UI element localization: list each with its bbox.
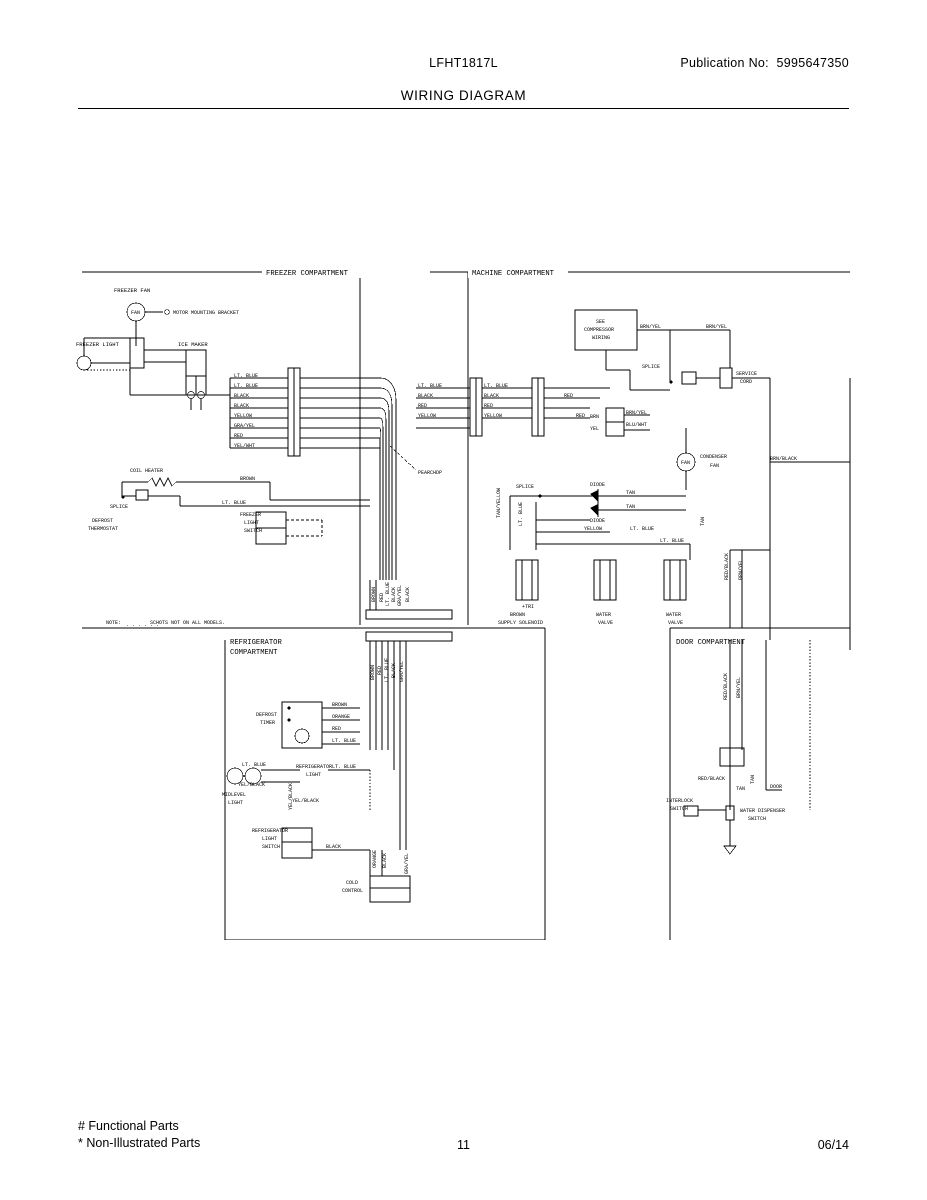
condenser-fan — [677, 428, 727, 490]
svg-text:DOOR COMPARTMENT: DOOR COMPARTMENT — [676, 639, 746, 647]
svg-text:TAN/YELLOW: TAN/YELLOW — [496, 487, 502, 518]
cold-control — [342, 850, 410, 902]
svg-text:WATER: WATER — [596, 612, 612, 618]
svg-text:GRA/YEL: GRA/YEL — [397, 584, 403, 606]
center-junction-bars — [366, 580, 452, 850]
section-label-freezer — [262, 265, 362, 278]
svg-text:DEFROST: DEFROST — [256, 712, 278, 718]
svg-text:DIODE: DIODE — [590, 518, 606, 524]
svg-text:TAN: TAN — [626, 490, 636, 496]
freezer-fan — [114, 287, 239, 346]
svg-text:BLACK: BLACK — [326, 844, 342, 850]
svg-text:RED: RED — [377, 665, 383, 675]
svg-text:BLACK: BLACK — [391, 662, 397, 678]
svg-text:INTERLOCK: INTERLOCK — [666, 798, 694, 804]
svg-text:RED: RED — [576, 413, 586, 419]
svg-text:YEL/BLACK: YEL/BLACK — [292, 798, 320, 804]
svg-text:WATER DISPENSER: WATER DISPENSER — [740, 808, 786, 814]
footer-functional-parts: # Functional Parts — [78, 1119, 179, 1133]
svg-text:COIL HEATER: COIL HEATER — [130, 468, 164, 474]
svg-text:SPLICE: SPLICE — [110, 504, 129, 510]
svg-text:COLD: COLD — [346, 880, 359, 886]
svg-text:CONDENSER: CONDENSER — [700, 454, 728, 460]
svg-text:LT. BLUE: LT. BLUE — [660, 538, 685, 544]
svg-text:LT. BLUE: LT. BLUE — [332, 764, 357, 770]
svg-text:LT. BLUE: LT. BLUE — [234, 373, 259, 379]
solenoid-and-valves — [498, 560, 686, 626]
svg-text:LIGHT: LIGHT — [306, 772, 322, 778]
svg-text:GRA/YEL: GRA/YEL — [234, 423, 256, 429]
svg-text:BLACK: BLACK — [382, 852, 388, 868]
svg-text:BLACK: BLACK — [484, 393, 500, 399]
svg-text:MACHINE COMPARTMENT: MACHINE COMPARTMENT — [472, 270, 554, 278]
svg-text:SWITCH: SWITCH — [748, 816, 767, 822]
svg-text:THERMOSTAT: THERMOSTAT — [88, 526, 119, 532]
footer-non-illustrated-parts: * Non-Illustrated Parts — [78, 1136, 201, 1150]
svg-text:FREEZER LIGHT: FREEZER LIGHT — [76, 341, 119, 348]
svg-text:TAN: TAN — [750, 774, 756, 784]
svg-text:TAN: TAN — [626, 504, 636, 510]
svg-text:LIGHT: LIGHT — [228, 800, 244, 806]
svg-text:FREEZER COMPARTMENT: FREEZER COMPARTMENT — [266, 270, 348, 278]
page-header-publication: Publication No: 5995647350 — [680, 56, 849, 70]
svg-text:SPLICE: SPLICE — [516, 484, 535, 490]
svg-text:BRN/YEL: BRN/YEL — [706, 324, 728, 330]
service-cord — [630, 324, 770, 640]
wire-labels-center — [418, 383, 442, 419]
svg-text:LT. BLUE: LT. BLUE — [484, 383, 509, 389]
refrigerator-light — [288, 764, 370, 810]
svg-text:REFRIGERATOR: REFRIGERATOR — [296, 764, 333, 770]
door-compartment-wiring — [666, 640, 785, 854]
wire-labels-left — [234, 373, 258, 449]
refrigerator-light-switch — [252, 828, 370, 858]
freezer-light — [76, 338, 130, 370]
svg-text:GRA/YEL: GRA/YEL — [404, 852, 410, 874]
svg-text:FAN: FAN — [131, 310, 141, 316]
svg-text:LT. BLUE: LT. BLUE — [518, 501, 524, 526]
svg-text:YEL/BLACK: YEL/BLACK — [238, 782, 266, 788]
svg-text:LT. BLUE: LT. BLUE — [242, 762, 267, 768]
svg-text:BLACK: BLACK — [234, 403, 250, 409]
svg-text:BROWN: BROWN — [332, 702, 348, 708]
svg-text:. . . . . .: . . . . . . — [126, 622, 160, 628]
svg-text:ICE MAKER: ICE MAKER — [178, 341, 208, 348]
svg-text:SEE: SEE — [596, 319, 606, 325]
svg-text:LT. BLUE: LT. BLUE — [234, 383, 259, 389]
svg-text:RED: RED — [234, 433, 244, 439]
svg-text:FAN: FAN — [710, 463, 720, 469]
machine-to-door-wiring — [724, 378, 850, 650]
svg-text:BRN/YEL: BRN/YEL — [640, 324, 662, 330]
svg-text:SCHOTS NOT ON ALL MODELS.: SCHOTS NOT ON ALL MODELS. — [150, 620, 226, 626]
coil-heater-circuit — [88, 468, 370, 532]
svg-text:YELLOW: YELLOW — [584, 526, 603, 532]
page-header-model: LFHT1817L — [429, 56, 498, 70]
svg-text:FREEZER FAN: FREEZER FAN — [114, 287, 151, 294]
section-label-refrigerator — [228, 635, 294, 659]
svg-text:DEFROST: DEFROST — [92, 518, 114, 524]
svg-text:LIGHT: LIGHT — [244, 520, 260, 526]
svg-text:BROWN: BROWN — [370, 664, 376, 680]
svg-text:BLACK: BLACK — [234, 393, 250, 399]
defrost-timer — [256, 702, 360, 748]
svg-text:DOOR: DOOR — [770, 784, 783, 790]
ice-maker — [130, 338, 208, 410]
svg-text:WIRING: WIRING — [592, 335, 611, 341]
svg-text:COMPRESSOR: COMPRESSOR — [584, 327, 615, 333]
svg-text:ORANGE: ORANGE — [372, 849, 378, 868]
svg-text:GRA/YEL: GRA/YEL — [399, 660, 405, 682]
svg-text:BROWN: BROWN — [371, 586, 377, 602]
freezer-harness-connector — [130, 368, 300, 456]
svg-text:RED/BLACK: RED/BLACK — [723, 672, 729, 700]
vertical-bundle-labels-lower — [370, 658, 405, 682]
machine-lower-wiring — [496, 482, 706, 560]
svg-text:RED: RED — [564, 393, 574, 399]
svg-text:YELLOW: YELLOW — [234, 413, 253, 419]
svg-text:VALVE: VALVE — [668, 620, 684, 626]
svg-text:YEL: YEL — [590, 426, 600, 432]
see-compressor-wiring — [575, 310, 670, 390]
svg-text:SWITCH: SWITCH — [244, 528, 263, 534]
svg-text:BRN/YEL: BRN/YEL — [738, 558, 744, 580]
section-label-machine — [468, 265, 568, 278]
svg-text:TIMER: TIMER — [260, 720, 276, 726]
svg-text:+TRI: +TRI — [522, 604, 535, 610]
svg-text:BRN/YEL: BRN/YEL — [736, 676, 742, 698]
svg-text:YEL/WHT: YEL/WHT — [234, 443, 256, 449]
svg-text:SUPPLY SOLENOID: SUPPLY SOLENOID — [498, 620, 544, 626]
svg-text:TAN: TAN — [700, 516, 706, 526]
header-divider — [78, 108, 849, 109]
svg-text:BRN/YEL: BRN/YEL — [626, 410, 648, 416]
svg-text:RED: RED — [332, 726, 342, 732]
wire-labels-right — [484, 383, 585, 419]
optional-wires — [84, 370, 810, 810]
svg-text:WATER: WATER — [666, 612, 682, 618]
svg-text:BLACK: BLACK — [418, 393, 434, 399]
svg-text:LT. BLUE: LT. BLUE — [385, 581, 391, 606]
svg-text:CORD: CORD — [740, 379, 753, 385]
svg-text:LT. BLUE: LT. BLUE — [332, 738, 357, 744]
svg-text:SWITCH: SWITCH — [262, 844, 281, 850]
svg-text:YELLOW: YELLOW — [418, 413, 437, 419]
page-title: WIRING DIAGRAM — [400, 88, 527, 103]
svg-text:CONTROL: CONTROL — [342, 888, 364, 894]
svg-text:LT. BLUE: LT. BLUE — [630, 526, 655, 532]
svg-text:COMPARTMENT: COMPARTMENT — [230, 649, 278, 657]
svg-text:BROWN: BROWN — [240, 476, 256, 482]
svg-text:RED: RED — [484, 403, 494, 409]
wiring-diagram — [70, 250, 860, 940]
svg-text:RED/BLACK: RED/BLACK — [724, 552, 730, 580]
compressor-relay — [590, 408, 650, 436]
svg-text:SPLICE: SPLICE — [642, 364, 661, 370]
svg-text:TAN: TAN — [736, 786, 746, 792]
svg-text:REFRIGERATOR: REFRIGERATOR — [252, 828, 289, 834]
svg-text:REFRIGERATOR: REFRIGERATOR — [230, 639, 282, 647]
svg-text:YEL/BLACK: YEL/BLACK — [288, 782, 294, 810]
svg-text:LIGHT: LIGHT — [262, 836, 278, 842]
svg-text:RED/BLACK: RED/BLACK — [698, 776, 726, 782]
footer-date: 06/14 — [817, 1138, 849, 1152]
svg-text:SERVICE: SERVICE — [736, 371, 758, 377]
svg-text:BROWN: BROWN — [510, 612, 526, 618]
svg-text:NOTE:: NOTE: — [106, 620, 122, 626]
svg-text:LT. BLUE: LT. BLUE — [418, 383, 443, 389]
svg-text:RED: RED — [418, 403, 428, 409]
svg-text:DIODE: DIODE — [590, 482, 606, 488]
svg-text:LT. BLUE: LT. BLUE — [384, 657, 390, 682]
svg-text:ORANGE: ORANGE — [332, 714, 351, 720]
svg-text:SWITCH: SWITCH — [670, 806, 689, 812]
svg-text:MIDLEVEL: MIDLEVEL — [222, 792, 247, 798]
section-separators — [82, 272, 850, 940]
footer-page-number: 11 — [457, 1138, 470, 1152]
svg-text:VALVE: VALVE — [598, 620, 614, 626]
svg-text:BLACK: BLACK — [391, 586, 397, 602]
svg-text:RED: RED — [379, 592, 385, 602]
svg-text:PEARCHDP: PEARCHDP — [418, 470, 443, 476]
section-label-door — [673, 635, 757, 648]
svg-text:BLU/WHT: BLU/WHT — [626, 422, 648, 428]
svg-text:MOTOR MOUNTING BRACKET: MOTOR MOUNTING BRACKET — [173, 310, 240, 316]
svg-text:BRN: BRN — [590, 414, 600, 420]
svg-text:BRN/BLACK: BRN/BLACK — [770, 456, 798, 462]
vertical-bundle-labels-upper — [371, 582, 411, 606]
svg-text:YELLOW: YELLOW — [484, 413, 503, 419]
freezer-light-switch — [240, 512, 322, 544]
diagram-note — [106, 620, 225, 628]
svg-text:LT. BLUE: LT. BLUE — [222, 500, 247, 506]
svg-text:FAN: FAN — [681, 460, 691, 466]
svg-text:FREEZER: FREEZER — [240, 512, 262, 518]
svg-text:BLACK: BLACK — [405, 586, 411, 602]
